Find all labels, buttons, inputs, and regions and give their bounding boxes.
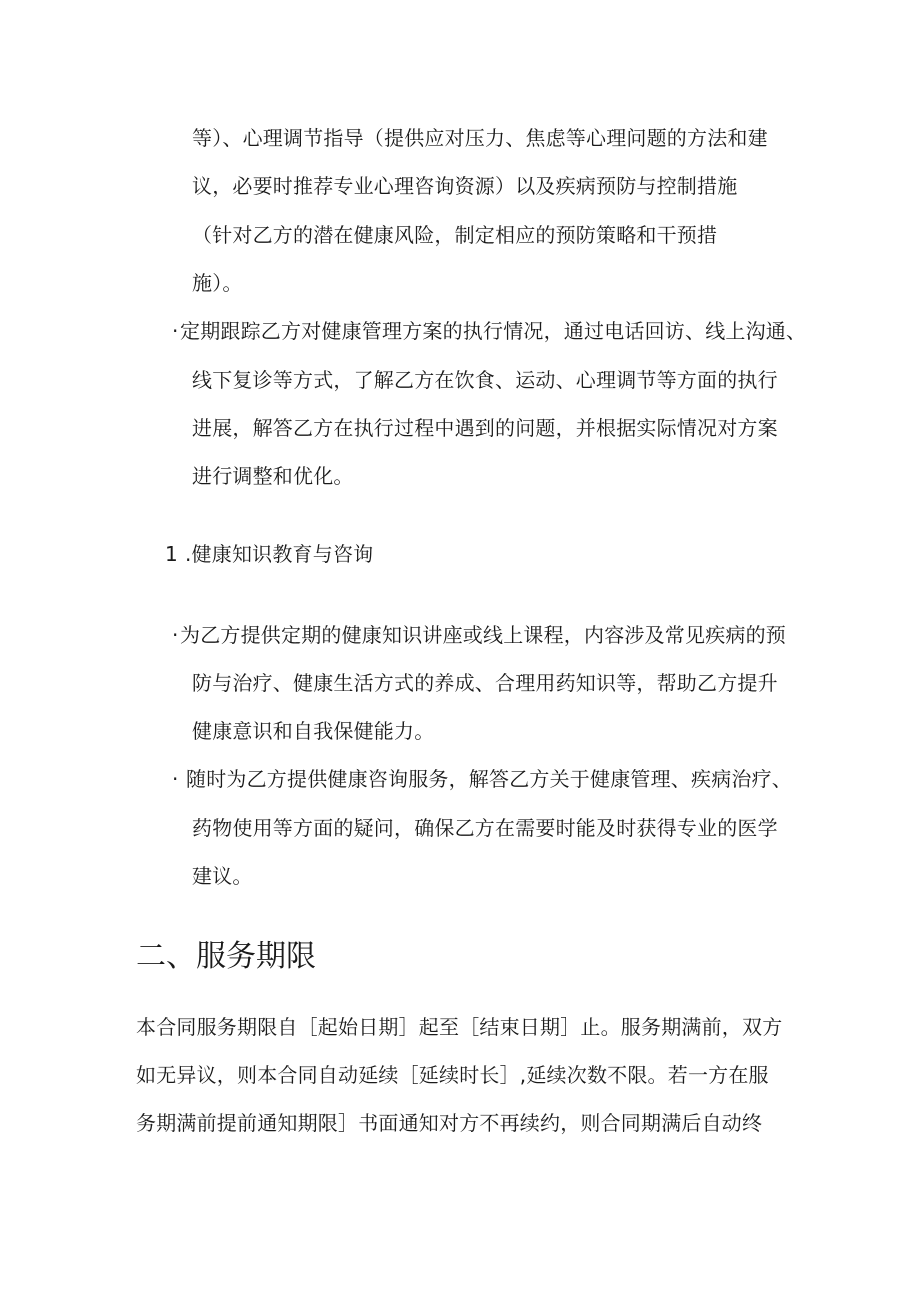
list-item-line: 进行调整和优化。 — [192, 464, 354, 488]
list-item-line: 随时为乙方提供健康咨询服务，解答乙方关于健康管理、疾病治疗、 — [186, 767, 792, 791]
subsection-number: 1 — [165, 542, 178, 566]
list-bullet: · — [172, 767, 179, 791]
list-item-line: 建议。 — [192, 864, 253, 888]
paragraph-line: 如无异议，则本合同自动延续［延续时长］,延续次数不限。若一方在服 — [136, 1063, 769, 1087]
list-item-line: 健康意识和自我保健能力。 — [192, 719, 435, 743]
paragraph-line: 务期满前提前通知期限］书面通知对方不再续约，则合同期满后自动终 — [136, 1111, 763, 1135]
list-item-line: 定期跟踪乙方对健康管理方案的执行情况，通过电话回访、线上沟通、 — [180, 319, 807, 343]
subsection-title: .健康知识教育与咨询 — [185, 542, 374, 566]
list-bullet: · — [172, 623, 179, 647]
list-item-line: 进展，解答乙方在执行过程中遇到的问题，并根据实际情况对方案 — [192, 416, 778, 440]
paragraph-line: 本合同服务期限自［起始日期］起至［结束日期］止。服务期满前，双方 — [136, 1015, 783, 1039]
list-item-line: 防与治疗、健康生活方式的养成、合理用药知识等，帮助乙方提升 — [192, 671, 778, 695]
list-item-line: 为乙方提供定期的健康知识讲座或线上课程，内容涉及常见疾病的预 — [180, 623, 786, 647]
paragraph-line: 等）、心理调节指导（提供应对压力、焦虑等心理问题的方法和建 — [192, 126, 768, 150]
list-item-line: 药物使用等方面的疑问，确保乙方在需要时能及时获得专业的医学 — [192, 816, 778, 840]
section-heading: 二、服务期限 — [136, 939, 316, 974]
list-item-line: 线下复诊等方式，了解乙方在饮食、运动、心理调节等方面的执行 — [192, 368, 778, 392]
paragraph-line: 议，必要时推荐专业心理咨询资源）以及疾病预防与控制措施 — [192, 174, 738, 198]
list-bullet: · — [172, 319, 179, 343]
paragraph-line: 施）。 — [192, 271, 243, 295]
paragraph-line: （针对乙方的潜在健康风险，制定相应的预防策略和干预措 — [192, 223, 718, 247]
